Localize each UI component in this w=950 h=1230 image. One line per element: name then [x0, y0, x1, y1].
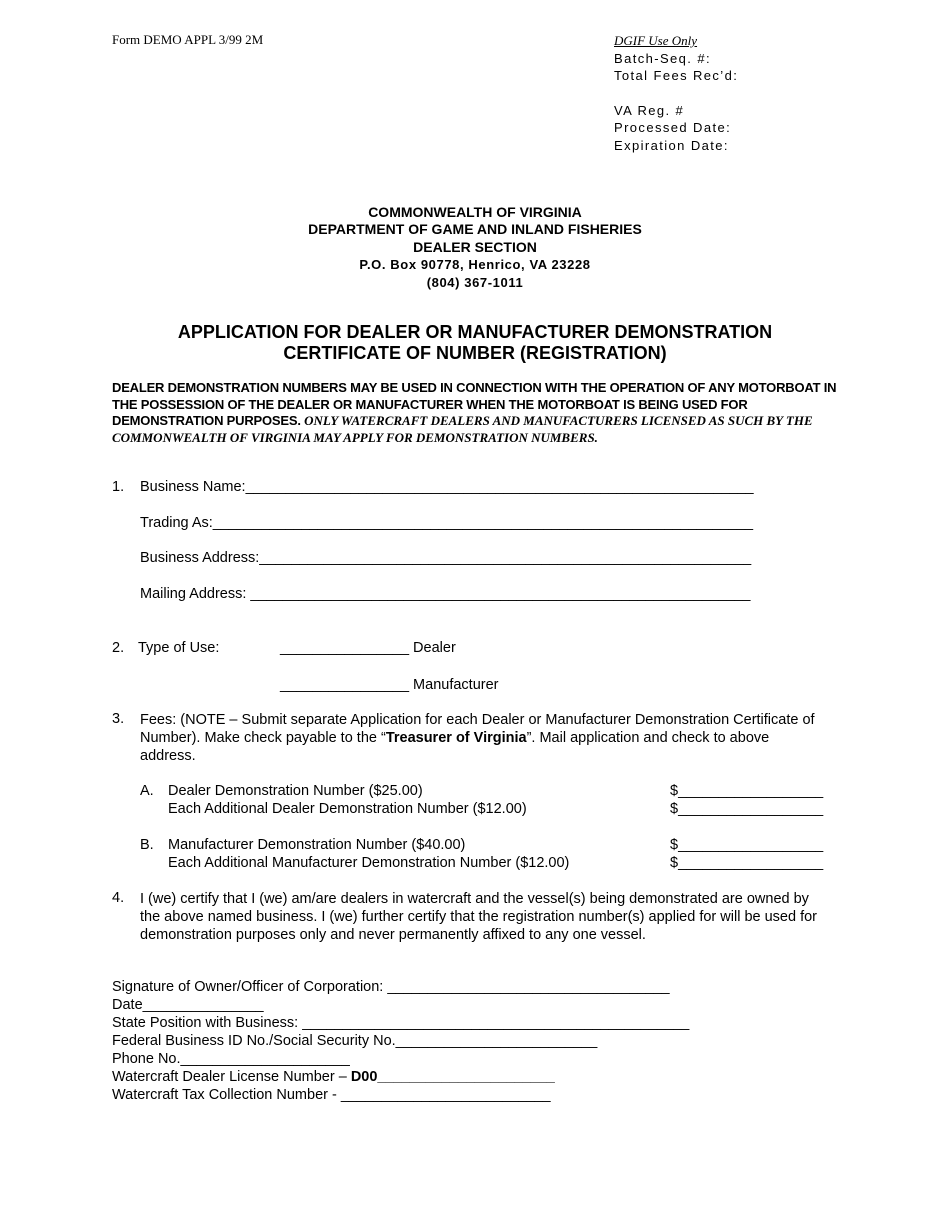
fee-a-additional-amount-field[interactable]: $__________________: [670, 801, 824, 817]
trading-as-field[interactable]: Trading As:___________________________________________________________________: [140, 515, 754, 531]
office-use-header: DGIF Use Only: [614, 33, 698, 48]
agency-block: [0, 204, 950, 291]
federal-id-field[interactable]: Federal Business ID No./Social Security No._________________________: [112, 1033, 598, 1049]
section-4-number: 4.: [112, 890, 125, 906]
fee-b-letter: B.: [140, 837, 154, 853]
fee-a-amount-field[interactable]: $__________________: [670, 783, 824, 799]
fee-b-amount-field[interactable]: $__________________: [670, 837, 824, 853]
type-dealer-field[interactable]: ________________ Dealer: [280, 640, 456, 656]
va-reg-label: VA Reg. #: [614, 102, 685, 118]
form-id: Form DEMO APPL 3/99 2M: [112, 32, 264, 47]
agency-line-2: DEPARTMENT OF GAME AND INLAND FISHERIES: [308, 221, 642, 238]
fees-instructions: [140, 711, 820, 765]
type-of-use-label: Type of Use:: [138, 640, 220, 656]
signature-field[interactable]: Signature of Owner/Officer of Corporation: ___________________________________: [112, 979, 670, 995]
position-field[interactable]: State Position with Business: ________________________________________________: [112, 1015, 690, 1031]
title-line-1: APPLICATION FOR DEALER OR MANUFACTURER DEMONSTRATION: [177, 322, 773, 342]
fee-b-line-2: Each Additional Manufacturer Demonstration Number ($12.00): [168, 855, 570, 871]
fee-b-line-1: Manufacturer Demonstration Number ($40.00): [168, 837, 466, 853]
agency-line-3: DEALER SECTION: [413, 238, 537, 255]
agency-address: P.O. Box 90778, Henrico, VA 23228: [359, 257, 591, 273]
title-line-2: CERTIFICATE OF NUMBER (REGISTRATION): [283, 343, 667, 363]
eligibility-notice: [112, 380, 852, 446]
section-3-number: 3.: [112, 711, 125, 727]
fee-b-additional-amount-field[interactable]: $__________________: [670, 855, 824, 871]
office-use-box: [614, 32, 738, 154]
agency-line-1: COMMONWEALTH OF VIRGINIA: [368, 204, 582, 220]
date-field[interactable]: Date_______________: [112, 997, 264, 1013]
tax-collection-field[interactable]: Watercraft Tax Collection Number - __________________________: [112, 1087, 551, 1103]
expiration-date-label: Expiration Date:: [614, 137, 729, 153]
fees-text-pre: Fees: (NOTE – Submit separate Application for each Dealer or Manufacturer Demonstration Certificate of Number). Make check payable to the “: [140, 712, 815, 746]
fee-a-letter: A.: [140, 783, 154, 799]
fees-text-post: ”. Mail application and check to above address.: [140, 730, 770, 764]
certification-text: I (we) certify that I (we) am/are dealers in watercraft and the vessel(s) being demonstrated are owned by the above named business. I (we) further certify that the registration number(s) applied for will be used for demonstration purposes only and never permanently affixed to any one vessel.: [140, 891, 817, 943]
section-2-number: 2.: [112, 640, 125, 656]
mailing-address-field[interactable]: Mailing Address: ______________________________________________________________: [140, 586, 751, 602]
business-address-field[interactable]: Business Address:_____________________________________________________________: [140, 550, 752, 566]
notice-italic: ONLY WATERCRAFT DEALERS AND MANUFACTURERS LICENSED AS SUCH BY THE COMMONWEALTH OF VIRGINIA MAY APPLY FOR DEMONSTRATION NUMBERS.: [112, 413, 813, 445]
business-name-field[interactable]: Business Name:_______________________________________________________________: [140, 479, 754, 495]
processed-date-label: Processed Date:: [614, 120, 732, 135]
phone-field[interactable]: Phone No._____________________: [112, 1051, 350, 1067]
notice-bold: DEALER DEMONSTRATION NUMBERS MAY BE USED IN CONNECTION WITH THE OPERATION OF ANY MOTORBOAT IN THE POSSESSION OF THE DEALER OR MANUFACTURER WHEN THE MOTORBOAT IS BEING USED FOR DEMONSTRATION PURPOSES.: [112, 380, 837, 428]
fees-payee: Treasurer of Virginia: [385, 730, 527, 746]
agency-phone: (804) 367-1011: [426, 274, 524, 290]
section-1-number: 1.: [112, 479, 125, 495]
dealer-license-field[interactable]: [112, 1069, 555, 1085]
fee-a-line-1: Dealer Demonstration Number ($25.00): [168, 783, 423, 799]
fee-a-line-2: Each Additional Dealer Demonstration Number ($12.00): [168, 801, 527, 817]
dealer-license-label: Watercraft Dealer License Number –: [112, 1069, 351, 1085]
batch-seq-label: Batch-Seq. #:: [614, 50, 711, 66]
total-fees-label: Total Fees Rec’d:: [614, 68, 739, 83]
page-title: [0, 322, 950, 364]
dealer-license-prefix: D00______________________: [350, 1069, 555, 1085]
type-manufacturer-field[interactable]: ________________ Manufacturer: [280, 677, 499, 693]
